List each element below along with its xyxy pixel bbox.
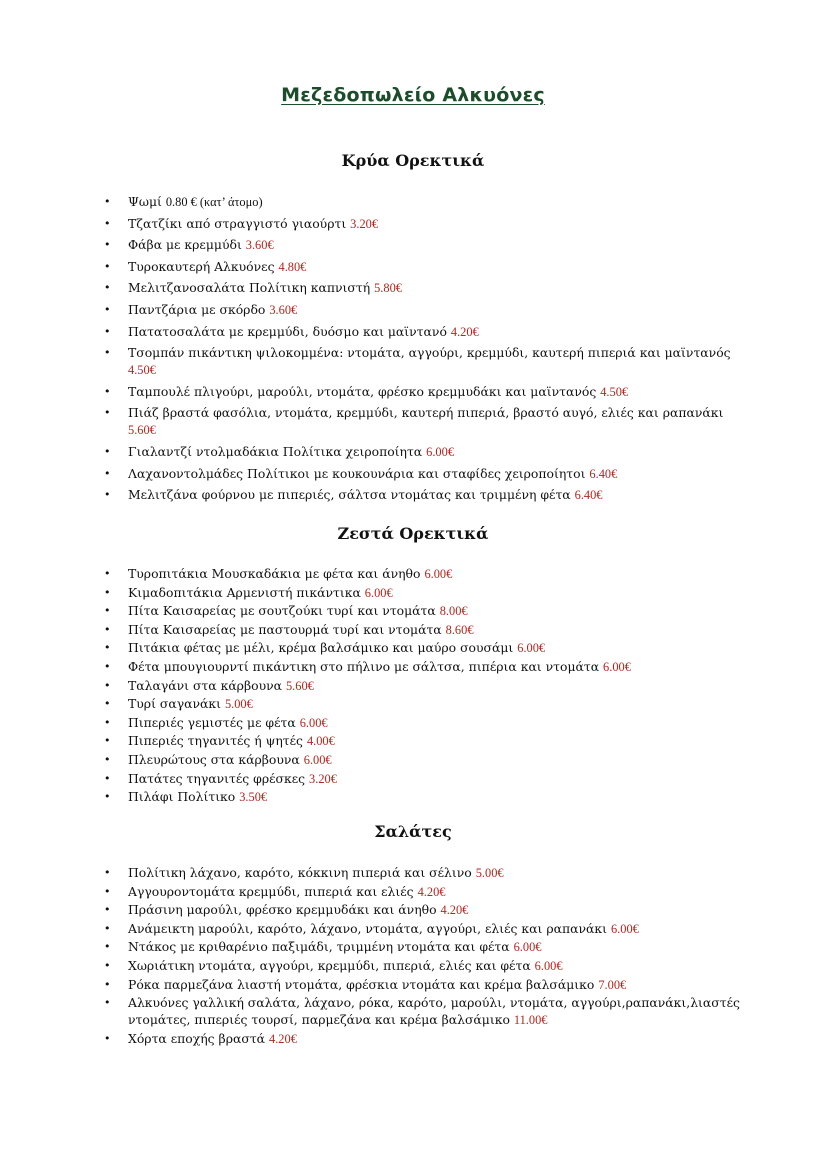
bullet-icon: •: [104, 281, 111, 295]
item-price: 3.20€: [309, 771, 337, 786]
menu-item: [104, 695, 744, 713]
menu-item: [104, 864, 744, 882]
menu-item: [104, 1030, 744, 1048]
menu-item: [104, 957, 744, 975]
bullet-icon: •: [104, 585, 111, 599]
bullet-icon: •: [104, 866, 111, 879]
item-price: 4.20€: [440, 903, 469, 918]
menu-item: [104, 301, 744, 319]
item-name: Ψωμί: [128, 194, 162, 209]
menu-item: [104, 621, 744, 639]
bullet-icon: •: [104, 884, 111, 898]
bullet-icon: •: [104, 697, 111, 711]
item-name: Πιλάφι Πολίτικο: [128, 789, 236, 805]
menu-item: [104, 751, 744, 769]
bullet-icon: •: [104, 622, 111, 636]
item-price: 5.00€: [475, 866, 504, 880]
item-price: 3.50€: [239, 790, 268, 805]
item-price: 6.00€: [424, 567, 453, 581]
bullet-icon: •: [104, 958, 111, 972]
item-price: 6.00€: [517, 641, 546, 656]
bullet-icon: •: [104, 444, 111, 458]
menu-item: [104, 465, 744, 483]
menu-item: [104, 323, 744, 341]
bullet-icon: •: [104, 715, 111, 729]
item-name: Μελιτζανοσαλάτα Πολίτικη καπνιστή: [128, 280, 371, 296]
bullet-icon: •: [104, 977, 111, 991]
bullet-icon: •: [104, 734, 111, 748]
item-price: 6.00€: [603, 659, 631, 674]
item-price: 4.50€: [128, 363, 156, 378]
item-price: 6.00€: [303, 752, 332, 767]
item-name: Αγγουροντομάτα κρεμμύδι, πιπεριά και ελιές: [128, 883, 414, 899]
page-title: Μεζεδοπωλείο Αλκυόνες: [281, 84, 545, 106]
menu-item: [104, 193, 744, 211]
item-price: 5.60€: [128, 423, 156, 438]
menu-item: [104, 584, 744, 602]
item-price: 4.80€: [278, 259, 307, 274]
menu-item: [104, 770, 744, 788]
item-name: Φάβα με κρεμμύδι: [128, 237, 242, 253]
item-name: Τσομπάν πικάντικη ψιλοκομμένα: ντομάτα, αγγούρι, κρεμμύδι, καυτερή πιπεριά και μαϊντανός: [128, 345, 731, 361]
item-name: Μελιτζάνα φούρνου με πιπεριές, σάλτσα ντομάτας και τριμμένη φέτα: [128, 487, 571, 503]
item-name: Πλευρώτους στα κάρβουνα: [128, 751, 300, 767]
bullet-icon: •: [104, 771, 111, 785]
menu-item: [104, 714, 744, 732]
item-name: Γιαλαντζί ντολμαδάκια Πολίτικα χειροποίητα: [128, 443, 423, 459]
bullet-icon: •: [104, 302, 111, 316]
item-price: 8.60€: [445, 622, 474, 637]
item-price: 6.00€: [299, 715, 328, 730]
bullet-icon: •: [104, 659, 111, 673]
menu-list-zesta-orektika: [104, 565, 744, 807]
menu-item: [104, 565, 744, 583]
item-price: 5.60€: [285, 678, 314, 693]
item-name: Πιπεριές γεμιστές με φέτα: [128, 714, 296, 730]
menu-item: [104, 383, 744, 401]
item-name: Τυρί σαγανάκι: [128, 696, 221, 712]
item-price: 6.00€: [534, 958, 563, 973]
item-name: Πολίτικη λάχανο, καρότο, κόκκινη πιπεριά και σέλινο: [128, 865, 472, 880]
item-name: Ντάκος με κριθαρένιο παξιμάδι, τριμμένη ντομάτα και φέτα: [128, 939, 510, 955]
item-price: 3.60€: [245, 238, 274, 253]
menu-item: [104, 236, 744, 254]
item-name: Πίτα Καισαρείας με σουτζούκι τυρί και ντομάτα: [128, 603, 436, 619]
menu-item: [104, 788, 744, 806]
menu-item: [104, 883, 744, 901]
item-price: 4.20€: [417, 884, 446, 899]
item-name: Πατάτες τηγανιτές φρέσκες: [128, 770, 306, 786]
item-name: Αλκυόνες γαλλική σαλάτα, λάχανο, ρόκα, καρότο, μαρούλι, ντομάτα, αγγούρι,ραπανάκι,λιαστές ντομάτες, πιπεριές τουρσί, παρμεζάνα και κρέμα βαλσάμικο: [128, 995, 740, 1028]
item-price: 6.00€: [364, 585, 393, 600]
bullet-icon: •: [104, 567, 111, 580]
menu-item: [104, 279, 744, 297]
menu-item: [104, 486, 744, 504]
bullet-icon: •: [104, 384, 111, 398]
section-heading-kria-orektika: Κρύα Ορεκτικά: [341, 151, 485, 170]
menu-item: [104, 258, 744, 276]
item-name: Λαχανοντολμάδες Πολίτικοι με κουκουνάρια και σταφίδες χειροποίητοι: [128, 465, 586, 481]
bullet-icon: •: [104, 790, 111, 804]
item-name: Τζατζίκι από στραγγιστό γιαούρτι: [128, 215, 347, 231]
bullet-icon: •: [104, 641, 111, 655]
item-price: 3.20€: [350, 216, 379, 231]
item-name: Ανάμεικτη μαρούλι, καρότο, λάχανο, ντομάτα, αγγούρι, ελιές και ραπανάκι: [128, 920, 607, 936]
item-price: 6.00€: [513, 940, 542, 955]
menu-item: [104, 938, 744, 956]
item-price: 4.50€: [600, 384, 629, 399]
menu-item: [104, 344, 744, 379]
item-name: Πιπεριές τηγανιτές ή ψητές: [128, 733, 303, 749]
menu-item: [104, 677, 744, 695]
item-name: Κιμαδοπιτάκια Αρμενιστή πικάντικα: [128, 584, 361, 600]
item-price: 6.40€: [589, 466, 618, 481]
item-name: Φέτα μπουγιουρντί πικάντικη στο πήλινο με σάλτσα, πιπέρια και ντομάτα: [128, 658, 600, 674]
bullet-icon: •: [104, 216, 111, 230]
item-name: Τυροπιτάκια Μουσκαδάκια με φέτα και άνηθο: [128, 566, 421, 581]
menu-item: [104, 658, 744, 676]
item-price: 4.20€: [269, 1031, 297, 1046]
bullet-icon: •: [104, 604, 111, 618]
item-price: 6.00€: [426, 444, 455, 459]
item-price: 4.00€: [306, 734, 335, 749]
section-heading-salates: Σαλάτες: [374, 822, 452, 841]
menu-item: [104, 920, 744, 938]
bullet-icon: •: [104, 466, 111, 480]
menu-item: [104, 901, 744, 919]
item-name: Ταλαγάνι στα κάρβουνα: [128, 677, 283, 693]
item-price: 0.80 € (κατ’ άτομο): [165, 195, 263, 209]
bullet-icon: •: [104, 752, 111, 766]
item-price: 4.20€: [450, 324, 479, 339]
bullet-icon: •: [104, 488, 111, 502]
menu-list-kria-orektika: [104, 193, 744, 508]
bullet-icon: •: [104, 195, 111, 208]
bullet-icon: •: [104, 940, 111, 954]
bullet-icon: •: [104, 921, 111, 935]
item-price: 5.80€: [374, 281, 402, 296]
item-name: Πιάζ βραστά φασόλια, ντομάτα, κρεμμύδι, καυτερή πιπεριά, βραστό αυγό, ελιές και ραπανάκι: [128, 405, 724, 421]
item-price: 6.00€: [610, 921, 639, 936]
bullet-icon: •: [104, 324, 111, 338]
menu-item: [104, 732, 744, 750]
menu-item: [104, 639, 744, 657]
bullet-icon: •: [104, 996, 111, 1010]
item-price: 5.00€: [224, 697, 253, 712]
item-name: Πίτα Καισαρείας με παστουρμά τυρί και ντομάτα: [128, 621, 442, 637]
item-name: Τυροκαυτερή Αλκυόνες: [128, 258, 275, 274]
menu-item: [104, 404, 744, 439]
item-name: Ρόκα παρμεζάνα λιαστή ντομάτα, φρέσκια ντομάτα και κρέμα βαλσάμικο: [128, 976, 595, 992]
item-name: Πατατοσαλάτα με κρεμμύδι, δυόσμο και μαϊντανό: [128, 323, 447, 339]
menu-item: [104, 976, 744, 994]
item-name: Παντζάρια με σκόρδο: [128, 301, 266, 317]
item-price: 3.60€: [269, 302, 298, 317]
section-heading-zesta-orektika: Ζεστά Ορεκτικά: [337, 524, 489, 543]
bullet-icon: •: [104, 259, 111, 273]
menu-list-salates: [104, 864, 744, 1048]
menu-item: [104, 443, 744, 461]
item-name: Ταμπουλέ πλιγούρι, μαρούλι, ντομάτα, φρέσκο κρεμμυδάκι και μαϊντανός: [128, 383, 597, 399]
item-price: 8.00€: [439, 604, 468, 619]
item-name: Χόρτα εποχής βραστά: [128, 1030, 266, 1046]
item-price: 6.40€: [574, 488, 603, 503]
item-name: Χωριάτικη ντομάτα, αγγούρι, κρεμμύδι, πιπεριά, ελιές και φέτα: [128, 957, 531, 973]
item-name: Πιτάκια φέτας με μέλι, κρέμα βαλσάμικο και μαύρο σουσάμι: [128, 640, 514, 656]
item-price: 7.00€: [598, 977, 627, 992]
bullet-icon: •: [104, 903, 111, 917]
bullet-icon: •: [104, 238, 111, 252]
menu-item: [104, 602, 744, 620]
item-price: 11.00€: [513, 1013, 548, 1028]
menu-item: [104, 215, 744, 233]
item-name: Πράσινη μαρούλι, φρέσκο κρεμμυδάκι και άνηθο: [128, 902, 437, 918]
bullet-icon: •: [104, 346, 111, 360]
bullet-icon: •: [104, 406, 111, 420]
menu-item: [104, 994, 744, 1029]
bullet-icon: •: [104, 1031, 111, 1045]
bullet-icon: •: [104, 678, 111, 692]
